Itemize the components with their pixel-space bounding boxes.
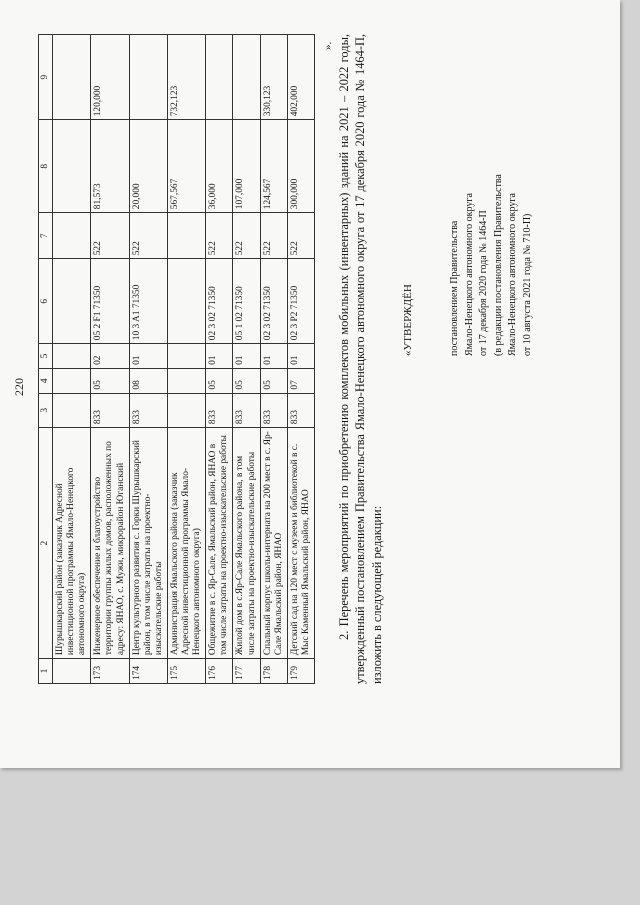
table-cell-col3	[53, 393, 91, 427]
table-cell-col7	[53, 213, 91, 259]
table-cell-col9: 732,123	[167, 35, 205, 120]
table-cell-col7: 522	[206, 213, 233, 259]
table-cell-col5	[53, 344, 91, 369]
table-cell-col5: 01	[129, 344, 167, 369]
table-header-cell: 2	[39, 428, 53, 659]
table-cell-number: 179	[287, 659, 314, 684]
closing-quote: ».	[322, 41, 334, 50]
table-cell-name: Детский сад на 120 мест с музеем и библиотекой в с. Мыс Каменный Ямальский район, ЯНАО	[287, 428, 314, 659]
table-cell-number: 178	[260, 659, 287, 684]
table-cell-name: Центр культурного развития с. Горки Шурышкарский район, в том числе затраты на проектно-изыскательские работы	[129, 428, 167, 659]
table-cell-col6	[53, 259, 91, 344]
table-cell-name: Общежитие в с. Яр-Сале, Ямальский район, ЯНАО в том числе затраты на проектно-изыскательские работы	[206, 428, 233, 659]
table-cell-name: Шурышкарский район (заказчик Адресной инвестиционной программы Ямало-Ненецкого автономного округа)	[53, 428, 91, 659]
table-cell-col3	[167, 393, 205, 427]
table-cell-col5: 02	[91, 344, 129, 369]
table-cell-col7: 522	[287, 213, 314, 259]
table-cell-col6: 05 1 02 71350	[233, 259, 260, 344]
table-cell-number: 173	[91, 659, 129, 684]
approval-basis-line: от 10 августа 2021 года № 710-П)	[521, 213, 533, 356]
table-cell-name: Инженерное обеспечение и благоустройство территории группы жилых домов, расположенных по адресу: ЯНАО, с. Мужи, микрорайон Юганский	[91, 428, 129, 659]
table-row	[91, 35, 129, 684]
table-cell-col5: 01	[260, 344, 287, 369]
table-header-cell: 5	[39, 344, 53, 369]
table-header-row	[39, 35, 53, 684]
table-cell-col3: 833	[206, 393, 233, 427]
table-cell-number: 176	[206, 659, 233, 684]
table-cell-col7: 522	[91, 213, 129, 259]
table-cell-col8: 124,567	[260, 120, 287, 213]
approved-stamp-heading: «УТВЕРЖДЁН	[402, 284, 414, 356]
table-cell-col5: 01	[206, 344, 233, 369]
table-cell-number: 177	[233, 659, 260, 684]
table-cell-number: 175	[167, 659, 205, 684]
table-header-cell: 6	[39, 259, 53, 344]
table-cell-col3: 833	[287, 393, 314, 427]
table-cell-col7: 522	[233, 213, 260, 259]
table-cell-col5	[167, 344, 205, 369]
table-cell-col5: 01	[233, 344, 260, 369]
table-cell-col4	[53, 368, 91, 393]
table-cell-col4: 07	[287, 368, 314, 393]
table-cell-col6	[167, 259, 205, 344]
table-cell-col6: 05 2 F1 71350	[91, 259, 129, 344]
table-cell-col4: 05	[233, 368, 260, 393]
table-row	[129, 35, 167, 684]
table-row	[53, 35, 91, 684]
page-number: 220	[12, 378, 26, 396]
table-cell-col4: 05	[206, 368, 233, 393]
table-cell-col8: 20,000	[129, 120, 167, 213]
table-cell-number	[53, 659, 91, 684]
approval-basis-line: от 17 декабря 2020 года № 1464-П	[478, 210, 489, 356]
table-cell-name: Жилой дом в с.Яр-Сале Ямальского района, в том числе затраты на проектно-изыскательские работы	[233, 428, 260, 659]
amendment-paragraph	[336, 34, 385, 684]
table-cell-col6: 10 3 A1 71350	[129, 259, 167, 344]
table-header-cell: 7	[39, 213, 53, 259]
table-header-cell: 4	[39, 368, 53, 393]
table-cell-col3: 833	[260, 393, 287, 427]
table-cell-name: Администрация Ямальского района (заказчик Адресной инвестиционной программы Ямало-Ненецкого автономного округа)	[167, 428, 205, 659]
table-cell-col9	[129, 35, 167, 120]
table-header-cell: 3	[39, 393, 53, 427]
table-cell-col8: 107,000	[233, 120, 260, 213]
table-cell-col8: 81,573	[91, 120, 129, 213]
table-cell-col4: 08	[129, 368, 167, 393]
table-row	[167, 35, 205, 684]
table-cell-col9	[206, 35, 233, 120]
table-header-cell: 1	[39, 659, 53, 684]
table-cell-col4: 05	[91, 368, 129, 393]
table-row	[233, 35, 260, 684]
table-header-cell: 9	[39, 35, 53, 120]
table-cell-col3: 833	[129, 393, 167, 427]
investment-table	[38, 34, 315, 684]
table-row	[260, 35, 287, 684]
approval-basis-line: постановлением Правительства	[449, 220, 460, 356]
table-cell-name: Спальный корпус школы-интерната на 200 мест в с. Яр-Сале Ямальский район, ЯНАО	[260, 428, 287, 659]
table-cell-col7: 522	[129, 213, 167, 259]
table-cell-col3: 833	[91, 393, 129, 427]
approval-basis-line: Ямало-Ненецкого автономного округа	[463, 193, 475, 356]
table-cell-col4	[167, 368, 205, 393]
table-cell-col9	[233, 35, 260, 120]
table-cell-col9: 330,123	[260, 35, 287, 120]
table-cell-col8: 36,000	[206, 120, 233, 213]
table-row	[206, 35, 233, 684]
table-cell-col4: 05	[260, 368, 287, 393]
approval-basis	[448, 174, 535, 356]
approval-basis-line: Ямало-Ненецкого автономного округа	[507, 193, 518, 356]
table-cell-col6: 02 3 P2 71350	[287, 259, 314, 344]
table-cell-col9: 120,000	[91, 35, 129, 120]
table-cell-col8: 300,000	[287, 120, 314, 213]
table-cell-col6: 02 3 02 71350	[260, 259, 287, 344]
table-cell-number: 174	[129, 659, 167, 684]
table-cell-col5: 01	[287, 344, 314, 369]
table-cell-col3: 833	[233, 393, 260, 427]
table-cell-col7	[167, 213, 205, 259]
amendment-paragraph-text: 2. Перечень мероприятий по приобретению комплектов мобильных (инвентарных) зданий на 2021 – 2022 годы, утвержденный постановлением Правительства Ямало-Ненецкого автономного округа от 17 декабря 2020 года № 1464-П, изложить в следующей редакции:	[337, 34, 384, 684]
table-header-cell: 8	[39, 120, 53, 213]
table-cell-col8	[53, 120, 91, 213]
table-cell-col9: 402,000	[287, 35, 314, 120]
table-cell-col7: 522	[260, 213, 287, 259]
table-row	[287, 35, 314, 684]
approval-basis-line: (в редакции постановления Правительства	[492, 174, 504, 356]
table-cell-col9	[53, 35, 91, 120]
table-cell-col8: 567,567	[167, 120, 205, 213]
table-cell-col6: 02 3 02 71350	[206, 259, 233, 344]
